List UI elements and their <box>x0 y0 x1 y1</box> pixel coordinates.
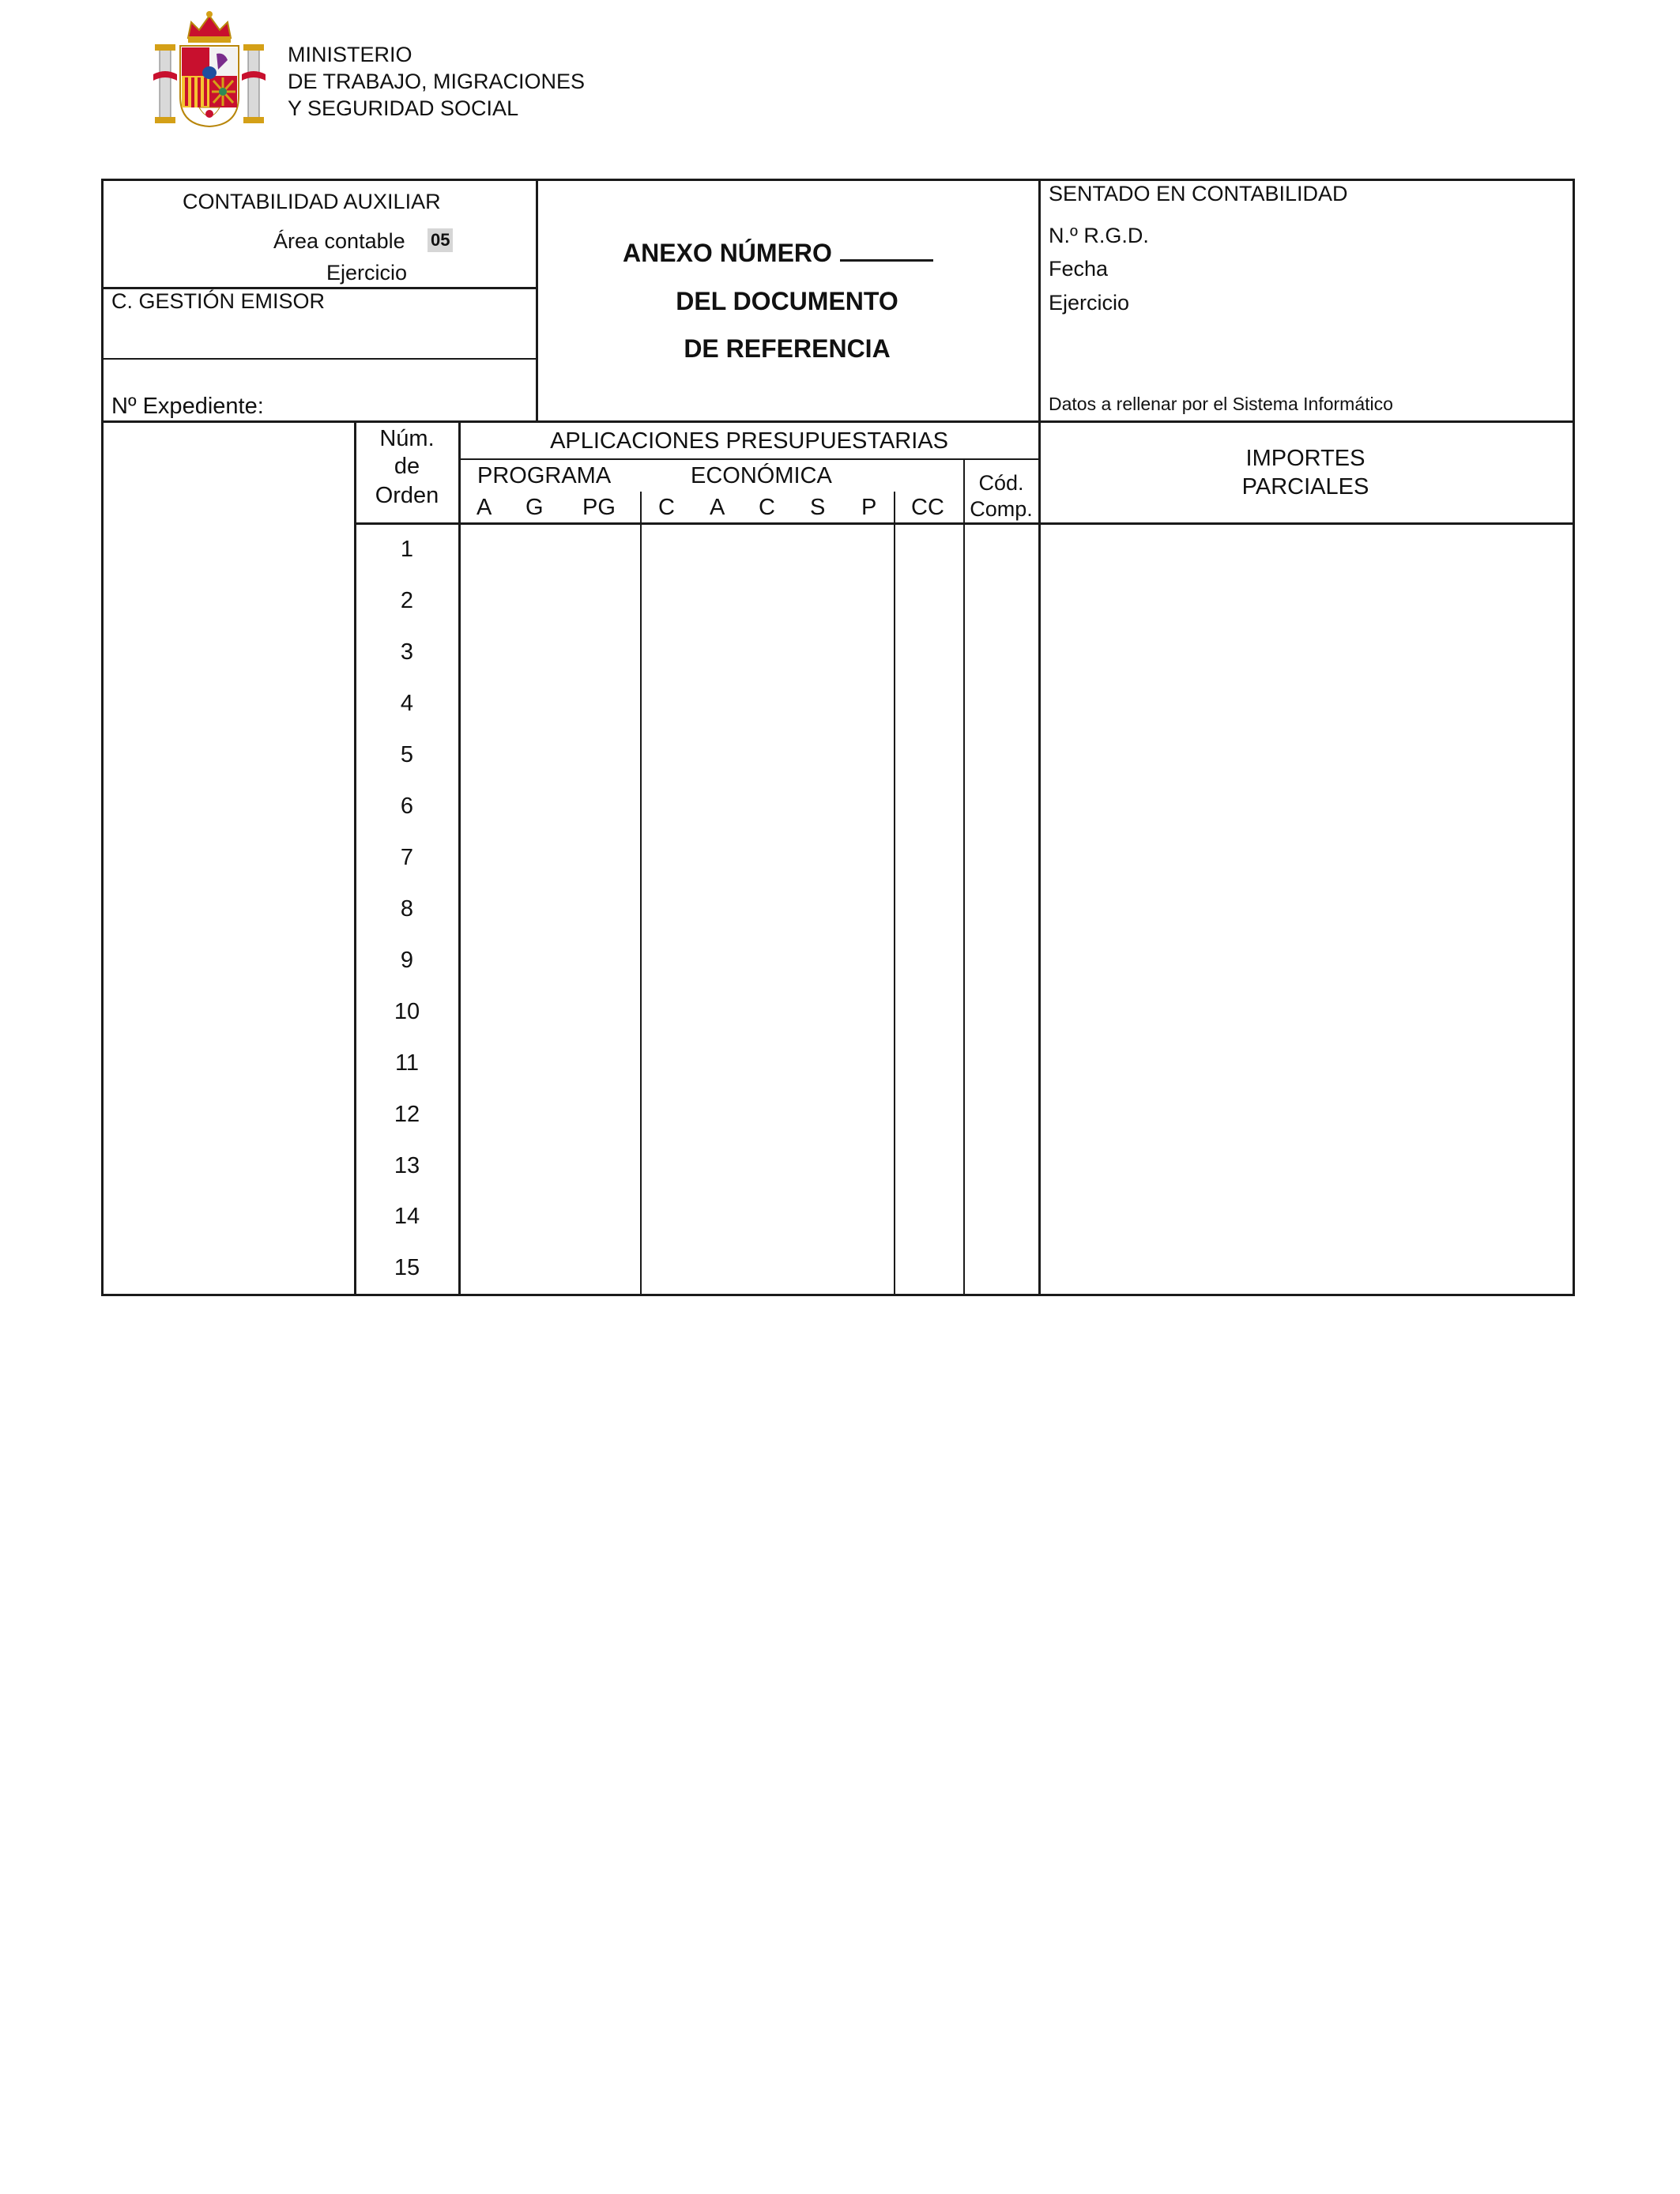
anexo-numero-text: ANEXO NÚMERO <box>623 239 832 267</box>
del-documento-title: DEL DOCUMENTO <box>676 287 898 315</box>
order-number: 2 <box>400 588 414 613</box>
sub-header-pg: PG <box>582 495 616 520</box>
sub-header-g: G <box>525 495 544 520</box>
cod-comp-column-area[interactable] <box>965 525 1038 1294</box>
sub-header-c1: C <box>658 495 675 520</box>
importes-header-line-2: PARCIALES <box>1241 474 1369 499</box>
order-number: 3 <box>400 639 414 665</box>
order-number: 6 <box>400 794 414 819</box>
sentado-contabilidad-title: SENTADO EN CONTABILIDAD <box>1049 182 1348 205</box>
de-referencia-title: DE REFERENCIA <box>684 334 891 363</box>
aplicaciones-header: APLICACIONES PRESUPUESTARIAS <box>550 428 948 454</box>
importes-header-line-1: IMPORTES <box>1245 446 1365 471</box>
cc-column-area[interactable] <box>895 525 963 1294</box>
coat-of-arms-logo <box>150 8 269 128</box>
economica-header: ECONÓMICA <box>691 463 832 488</box>
order-number: 10 <box>394 999 420 1024</box>
sub-header-c2: C <box>759 495 775 520</box>
order-number: 9 <box>400 948 414 973</box>
importes-column-area[interactable] <box>1041 525 1573 1294</box>
order-number: 4 <box>400 691 414 716</box>
programa-column-area[interactable] <box>461 525 640 1294</box>
order-number: 13 <box>394 1153 420 1178</box>
economica-column-area[interactable] <box>642 525 894 1294</box>
programa-header: PROGRAMA <box>477 463 612 488</box>
order-number: 7 <box>400 845 414 870</box>
order-number: 8 <box>400 896 414 922</box>
sub-header-a: A <box>477 495 492 520</box>
num-header-line-3: Orden <box>375 483 439 508</box>
contabilidad-auxiliar-title: CONTABILIDAD AUXILIAR <box>183 190 441 213</box>
cod-comp-header-line-1: Cód. <box>978 471 1024 495</box>
order-number: 14 <box>394 1204 420 1229</box>
area-contable-value: 05 <box>428 228 453 252</box>
sub-header-s: S <box>810 495 826 520</box>
sub-header-cc: CC <box>911 495 944 520</box>
order-number: 11 <box>394 1050 420 1076</box>
area-contable-label: Área contable <box>273 229 405 253</box>
order-number: 15 <box>394 1255 420 1280</box>
num-header-line-2: de <box>394 454 420 479</box>
num-header-line-1: Núm. <box>379 426 435 451</box>
descripcion-column-area[interactable] <box>104 423 354 1294</box>
ministry-line-2: DE TRABAJO, MIGRACIONES <box>288 70 586 93</box>
order-number-column <box>356 525 458 1294</box>
expediente-label: Nº Expediente: <box>111 394 264 419</box>
ministry-line-1: MINISTERIO <box>288 43 412 66</box>
gestion-emisor-label: C. GESTIÓN EMISOR <box>111 289 326 313</box>
sub-header-p: P <box>861 495 877 520</box>
sistema-informatico-note: Datos a rellenar por el Sistema Informático <box>1049 394 1393 414</box>
ejercicio-label-left: Ejercicio <box>326 261 408 285</box>
ministry-name <box>288 41 585 122</box>
rgd-label: N.º R.G.D. <box>1049 224 1149 247</box>
anexo-numero-blank <box>840 240 933 262</box>
ministry-line-3: Y SEGURIDAD SOCIAL <box>288 96 519 120</box>
fecha-label: Fecha <box>1049 257 1109 281</box>
sub-header-a2: A <box>710 495 725 520</box>
order-number: 5 <box>400 742 414 767</box>
order-number: 12 <box>394 1102 420 1127</box>
anexo-numero-title <box>623 240 933 266</box>
ejercicio-label-right: Ejercicio <box>1049 291 1130 315</box>
order-number: 1 <box>400 537 414 562</box>
cod-comp-header-line-2: Comp. <box>970 497 1033 521</box>
